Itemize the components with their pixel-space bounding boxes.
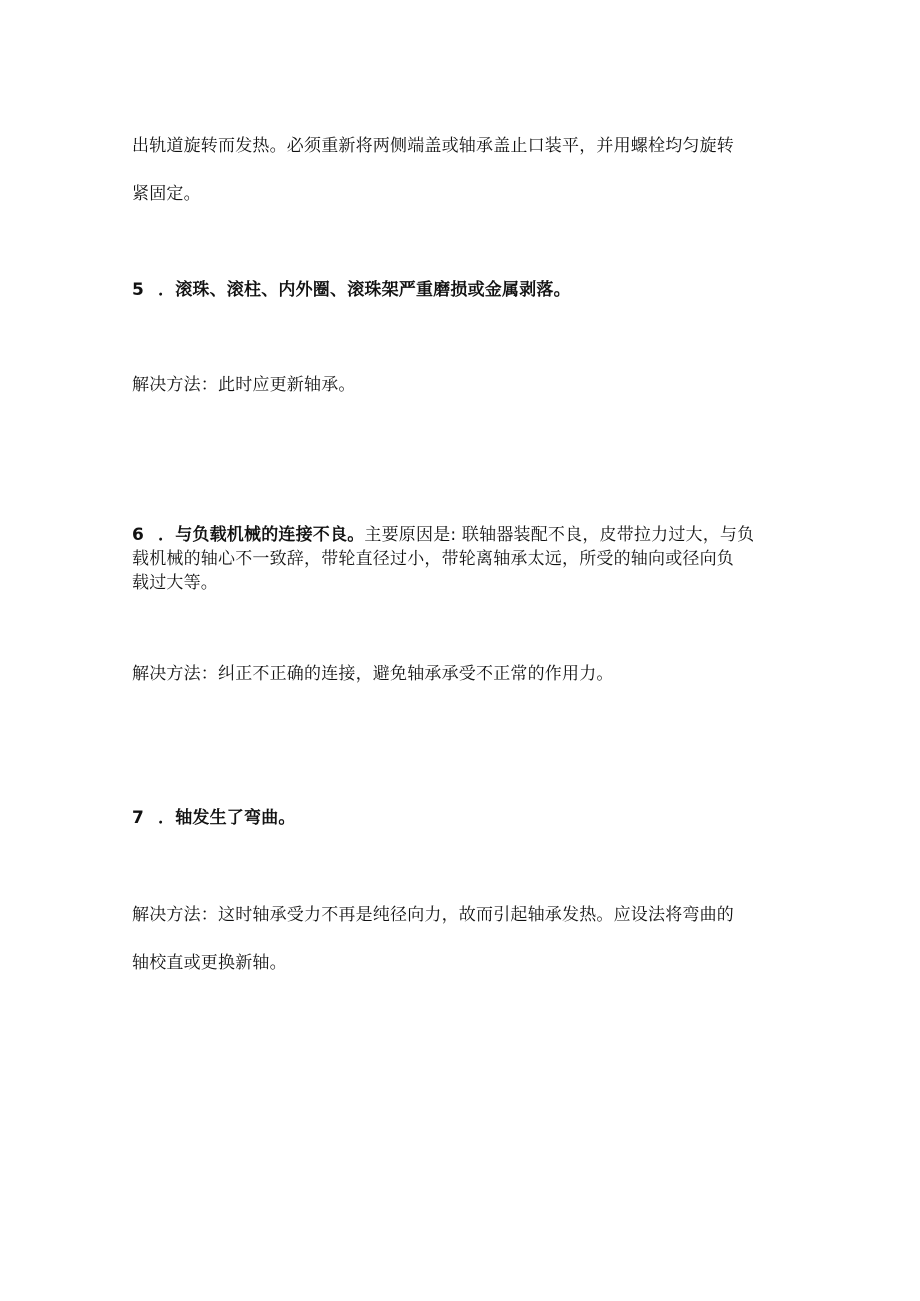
item-title: ．轴发生了弯曲。 — [158, 808, 296, 828]
item-7-solution — [132, 903, 734, 927]
item-number: 6 — [132, 525, 145, 545]
continuation-text: 出轨道旋转而发热。必须重新将两侧端盖或轴承盖止口装平，并用螺栓均匀旋转 — [132, 136, 734, 156]
item-6-solution — [132, 662, 614, 686]
solution-text: 解决方法：这时轴承受力不再是纯径向力，故而引起轴承发热。应设法将弯曲的 — [132, 905, 734, 925]
item-text: 载机械的轴心不一致辞，带轮直径过小，带轮离轴承太远，所受的轴向或径向负 — [132, 549, 734, 569]
continuation-text: 紧固定。 — [132, 184, 201, 204]
paragraph-line — [132, 182, 201, 206]
paragraph-line — [132, 547, 734, 571]
item-text: 载过大等。 — [132, 573, 218, 593]
item-number: 7 — [132, 808, 145, 828]
item-title: ．滚珠、滚柱、内外圈、滚珠架严重磨损或金属剥落。 — [158, 280, 571, 300]
solution-text: 轴校直或更换新轴。 — [132, 953, 287, 973]
item-5-solution — [132, 373, 356, 397]
paragraph-line — [132, 134, 734, 158]
solution-text: 解决方法：此时应更新轴承。 — [132, 375, 356, 395]
item-5-heading — [132, 278, 571, 302]
item-6-heading — [132, 523, 754, 547]
solution-text: 解决方法：纠正不正确的连接，避免轴承承受不正常的作用力。 — [132, 664, 614, 684]
paragraph-line — [132, 571, 218, 595]
item-7-heading — [132, 806, 296, 830]
paragraph-line — [132, 951, 287, 975]
item-number: 5 — [132, 280, 145, 300]
item-title: ．与负载机械的连接不良。 — [158, 525, 365, 545]
item-text: 主要原因是: 联轴器装配不良，皮带拉力过大，与负 — [364, 525, 755, 545]
